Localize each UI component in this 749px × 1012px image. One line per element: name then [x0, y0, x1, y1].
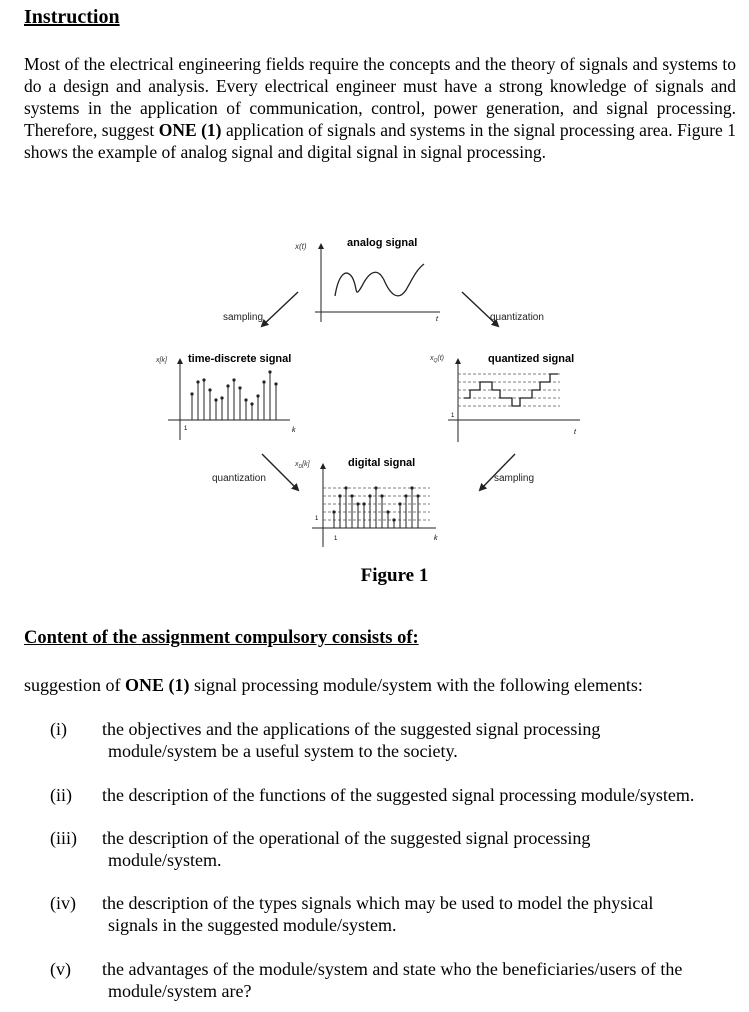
list-item-text: the description of the functions of the suggested signal processing module/system. [102, 785, 695, 805]
suggestion-text-1: suggestion of [24, 675, 125, 695]
list-item-text-cont: module/system. [108, 850, 222, 870]
arrow-sampling-top-label: sampling [223, 312, 264, 323]
arrow-quantization-top [462, 292, 544, 326]
figure-caption: Figure 1 [360, 565, 429, 586]
heading-instruction: Instruction [24, 6, 120, 28]
list-item-number: (ii) [50, 785, 72, 805]
content-heading: Content of the assignment compulsory consists of: [24, 628, 419, 648]
arrow-sampling-bottom-label: sampling [494, 473, 535, 484]
list-item-number: (iii) [50, 828, 77, 848]
quantized-axis-y-label: $x_Q(t)$ [430, 355, 444, 364]
digital-axis-y-label: $x_D[k]$ [295, 461, 310, 470]
analog-signal-panel [294, 237, 440, 323]
list-item-text: the advantages of the module/system and state who the beneficiaries/users of the [102, 959, 683, 979]
digital-title: digital signal [348, 457, 416, 469]
intro-paragraph [24, 53, 736, 163]
analog-axis-x-label: t [436, 316, 438, 323]
list-item-number: (v) [50, 959, 71, 979]
quantized-axis-x-label: t [574, 429, 576, 436]
discrete-axis-y-label: x[k] [156, 357, 167, 364]
discrete-tick: 1 [184, 426, 188, 432]
quantized-tick: 1 [451, 413, 455, 419]
discrete-signal-panel [155, 353, 296, 440]
analog-axis-y-label: x(t) [295, 242, 307, 251]
intro-text-2: application of signals and systems in the signal processing area. Figure 1 shows the example of analog signal and digital signal in signal processing. [24, 120, 737, 162]
discrete-title: time-discrete signal [188, 353, 292, 365]
intro-text-1: Most of the electrical engineering fields require the concepts and the theory of signals and systems to do a design and analysis. Every electrical engineer must have a strong knowledge of signals and systems in the application of communication, control, power generation, and signal processing. Therefore, suggest [24, 54, 736, 140]
list-item-text: the objectives and the applications of the suggested signal processing [102, 719, 601, 739]
analog-waveform [335, 264, 424, 296]
suggestion-text [24, 675, 643, 696]
digital-tick-x: 1 [334, 536, 338, 542]
list-item-number: (iv) [50, 893, 76, 913]
arrow-quantization-bottom-label: quantization [212, 473, 266, 484]
digital-axis-x-label: k [434, 535, 438, 542]
list-item-text: the description of the operational of the suggested signal processing [102, 828, 591, 848]
suggestion-text-2: signal processing module/system with the following elements: [189, 675, 643, 695]
figure-signal-diagram [140, 222, 610, 552]
intro-bold: ONE (1) [158, 120, 222, 140]
quantized-title: quantized signal [488, 353, 575, 365]
arrow-sampling-top [223, 292, 298, 326]
list-item-number: (i) [50, 719, 67, 739]
digital-tick-y: 1 [315, 516, 319, 522]
digital-stems [334, 488, 418, 528]
list-item-text-cont: signals in the suggested module/system. [108, 915, 397, 935]
analog-title: analog signal [347, 237, 418, 249]
list-item-text: the description of the types signals which may be used to model the physical [102, 893, 654, 913]
quantized-signal-panel [429, 353, 580, 442]
digital-signal-panel [294, 457, 438, 547]
arrow-sampling-bottom [480, 454, 534, 490]
list-item-text-cont: module/system are? [108, 981, 252, 1001]
discrete-axis-x-label: k [292, 427, 296, 434]
suggestion-bold: ONE (1) [125, 675, 190, 695]
list-item-text-cont: module/system be a useful system to the society. [108, 741, 458, 761]
arrow-quantization-bottom [212, 454, 298, 490]
arrow-quantization-top-label: quantization [490, 312, 544, 323]
